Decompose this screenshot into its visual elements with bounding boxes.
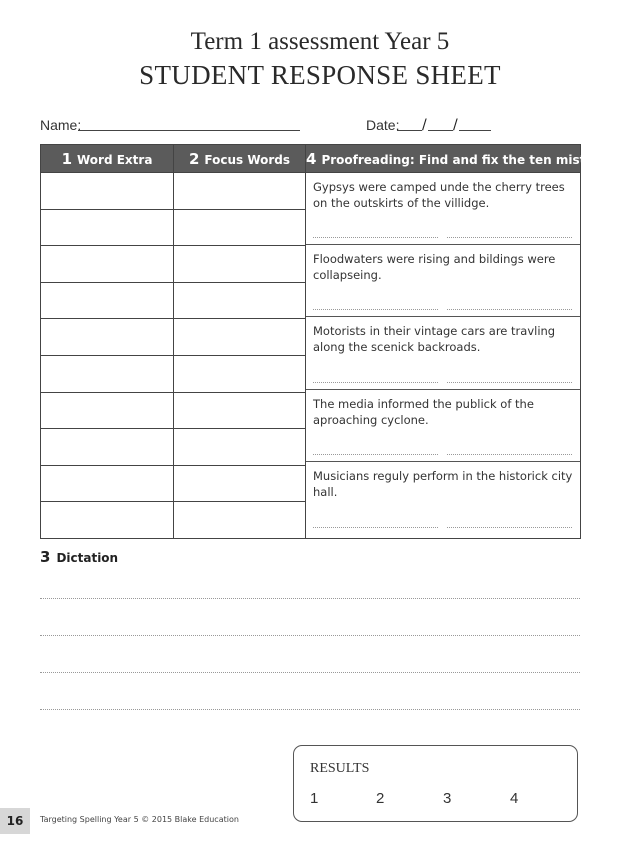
focus-words-cell[interactable]	[174, 246, 306, 283]
focus-words-cell[interactable]	[174, 209, 306, 246]
word-extra-cell[interactable]	[41, 173, 174, 210]
correction-line[interactable]	[313, 309, 438, 310]
word-extra-cell[interactable]	[41, 392, 174, 429]
correction-line[interactable]	[447, 527, 572, 528]
correction-line[interactable]	[313, 382, 438, 383]
focus-words-cell[interactable]	[174, 355, 306, 392]
focus-words-cell[interactable]	[174, 429, 306, 466]
proofreading-sentence: Floodwaters were rising and bildings were collapseing.	[313, 252, 556, 283]
correction-line[interactable]	[313, 527, 438, 528]
correction-line[interactable]	[447, 454, 572, 455]
proofreading-item	[306, 390, 580, 462]
focus-words-cell[interactable]	[174, 319, 306, 356]
word-extra-cell[interactable]	[41, 355, 174, 392]
focus-words-cell[interactable]	[174, 502, 306, 539]
page-number: 16	[0, 808, 30, 834]
word-extra-cell[interactable]	[41, 246, 174, 283]
column-proofreading: 4 Proofreading: Find and fix the ten mistakes.	[306, 145, 581, 173]
date-month-field[interactable]	[428, 130, 453, 131]
focus-words-cell[interactable]	[174, 465, 306, 502]
word-extra-cell[interactable]	[41, 465, 174, 502]
correction-line[interactable]	[447, 309, 572, 310]
dictation-line[interactable]	[40, 635, 580, 636]
proofreading-item	[306, 317, 580, 389]
sheet-title-line-1: Term 1 assessment Year 5	[190, 28, 450, 55]
dictation-line[interactable]	[40, 598, 580, 599]
result-number: 2	[376, 790, 385, 807]
word-extra-cell[interactable]	[41, 282, 174, 319]
proofreading-sentence: Motorists in their vintage cars are travling along the scenick backroads.	[313, 324, 556, 355]
correction-line[interactable]	[313, 454, 438, 455]
date-separator: /	[453, 117, 458, 133]
word-extra-cell[interactable]	[41, 209, 174, 246]
word-extra-cell[interactable]	[41, 429, 174, 466]
footer-credit: Targeting Spelling Year 5 © 2015 Blake Education	[40, 815, 239, 824]
proofreading-cell	[306, 173, 581, 539]
name-label: Name:	[40, 117, 82, 133]
dictation-line[interactable]	[40, 672, 580, 673]
focus-words-cell[interactable]	[174, 282, 306, 319]
proofreading-item	[306, 245, 580, 317]
word-extra-cell[interactable]	[41, 502, 174, 539]
results-box	[293, 745, 578, 822]
proofreading-sentence: The media informed the publick of the aproaching cyclone.	[313, 396, 534, 427]
date-year-field[interactable]	[459, 130, 491, 131]
correction-line[interactable]	[447, 382, 572, 383]
result-number: 3	[443, 790, 452, 807]
proofreading-item	[306, 462, 580, 534]
response-table	[40, 144, 621, 539]
proofreading-item	[306, 173, 580, 245]
correction-line[interactable]	[447, 237, 572, 238]
correction-line[interactable]	[313, 237, 438, 238]
result-number: 1	[310, 790, 319, 807]
date-separator: /	[422, 117, 427, 133]
sheet-title-line-2: STUDENT RESPONSE SHEET	[139, 60, 501, 90]
date-day-field[interactable]	[397, 130, 422, 131]
column-word-extra: 1 Word Extra	[41, 145, 174, 173]
name-field[interactable]	[78, 130, 300, 131]
results-label: RESULTS	[310, 761, 370, 776]
result-number: 4	[510, 790, 519, 807]
column-focus-words: 2 Focus Words	[174, 145, 306, 173]
focus-words-cell[interactable]	[174, 392, 306, 429]
date-label: Date:	[366, 117, 400, 133]
focus-words-cell[interactable]	[174, 173, 306, 210]
dictation-heading: 3 Dictation	[40, 548, 119, 566]
proofreading-sentence: Gypsys were camped unde the cherry trees on the outskirts of the villidge.	[313, 180, 565, 210]
word-extra-cell[interactable]	[41, 319, 174, 356]
dictation-line[interactable]	[40, 709, 580, 710]
proofreading-sentence: Musicians reguly perform in the historick city hall.	[313, 468, 573, 499]
